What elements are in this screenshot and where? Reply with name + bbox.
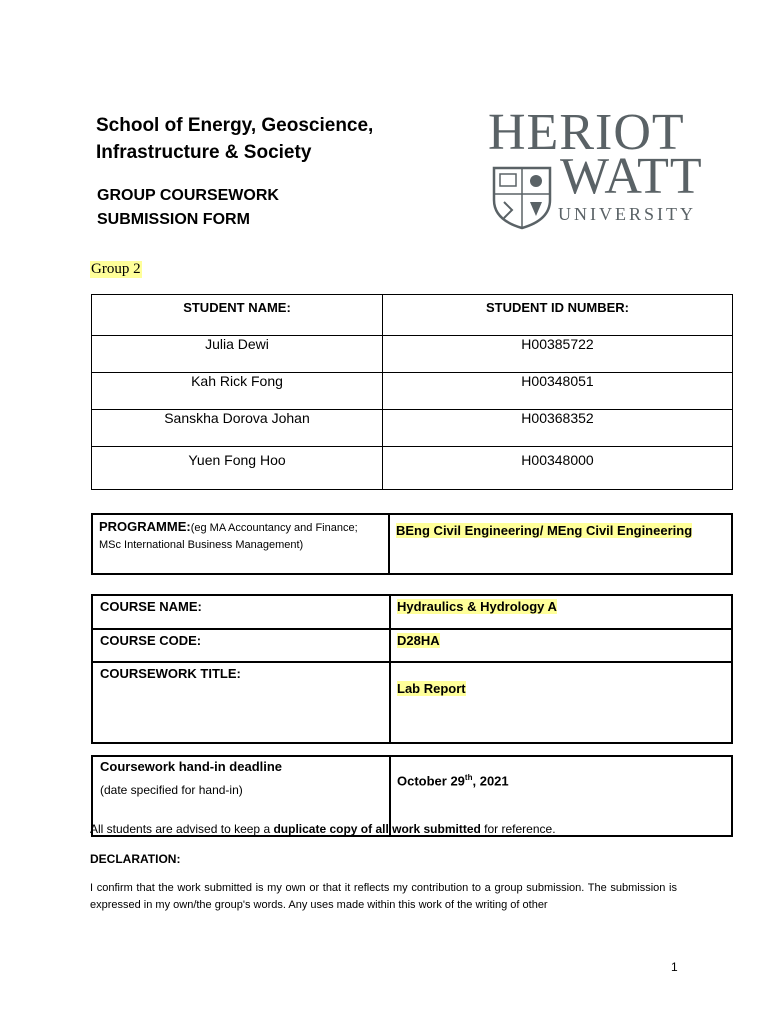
advice-post: for reference. (480, 822, 556, 836)
table-row (92, 447, 733, 490)
deadline-value-sup: th (464, 773, 473, 782)
logo-word-heriot: HERIOT (488, 104, 685, 161)
coursework-title-label: COURSEWORK TITLE: (92, 662, 390, 743)
table-row (92, 373, 733, 410)
school-title-line2: Infrastructure & Society (96, 142, 312, 163)
header-student-name: STUDENT NAME: (92, 295, 383, 336)
course-code-label: COURSE CODE: (92, 629, 390, 662)
deadline-value-suffix: , 2021 (472, 773, 509, 789)
student-id-cell: H00348000 (383, 447, 733, 490)
table-row (92, 336, 733, 373)
student-id-cell: H00368352 (383, 410, 733, 447)
deadline-sublabel: (date specified for hand-in) (100, 783, 243, 797)
course-name-cell (390, 595, 732, 629)
programme-table (91, 513, 733, 575)
programme-label: PROGRAMME: (99, 519, 191, 534)
form-title-line2: SUBMISSION FORM (97, 211, 250, 228)
deadline-value-prefix: October 29 (397, 773, 465, 789)
programme-label-cell (92, 514, 389, 574)
student-name-cell: Yuen Fong Hoo (92, 447, 383, 490)
programme-hint-line2: MSc International Business Management) (99, 539, 304, 551)
advice-text (90, 822, 556, 836)
student-name-cell: Sanskha Dorova Johan (92, 410, 383, 447)
crest-icon (490, 164, 554, 230)
declaration-text: I confirm that the work submitted is my own or that it reflects my contribution to a group submission. The submission is expressed in my own/the group's words. Any uses made within this work of the writing of other (90, 882, 677, 911)
student-name-cell: Julia Dewi (92, 336, 383, 373)
header-student-id: STUDENT ID NUMBER: (383, 295, 733, 336)
student-id-cell: H00348051 (383, 373, 733, 410)
form-title-line1: GROUP COURSEWORK (97, 187, 279, 204)
course-code-value: D28HA (397, 633, 440, 648)
form-title (97, 184, 279, 232)
school-title-line1: School of Energy, Geoscience, (96, 115, 374, 136)
school-title (96, 112, 373, 166)
course-code-cell (390, 629, 732, 662)
programme-value: BEng Civil Engineering/ MEng Civil Engineering (396, 523, 693, 538)
students-table (91, 294, 733, 490)
coursework-title-value: Lab Report (397, 681, 466, 696)
table-header-row (92, 295, 733, 336)
student-name-cell: Kah Rick Fong (92, 373, 383, 410)
logo-word-university: UNIVERSITY (558, 204, 696, 224)
group-label: Group 2 (91, 261, 141, 277)
programme-hint-line1: (eg MA Accountancy and Finance; (190, 522, 358, 534)
course-table (91, 594, 733, 744)
advice-bold: duplicate copy of all work submitted (273, 822, 481, 836)
declaration-heading: DECLARATION: (90, 852, 181, 866)
page-number: 1 (671, 960, 678, 974)
deadline-label: Coursework hand-in deadline (100, 759, 283, 774)
student-id-cell: H00385722 (383, 336, 733, 373)
programme-value-cell (389, 514, 732, 574)
advice-pre: All students are advised to keep a (90, 822, 274, 836)
course-name-value: Hydraulics & Hydrology A (397, 599, 557, 614)
university-logo (486, 106, 716, 230)
logo-word-watt: WATT (560, 148, 703, 205)
coursework-title-cell (390, 662, 732, 743)
table-row (92, 410, 733, 447)
course-name-label: COURSE NAME: (92, 595, 390, 629)
